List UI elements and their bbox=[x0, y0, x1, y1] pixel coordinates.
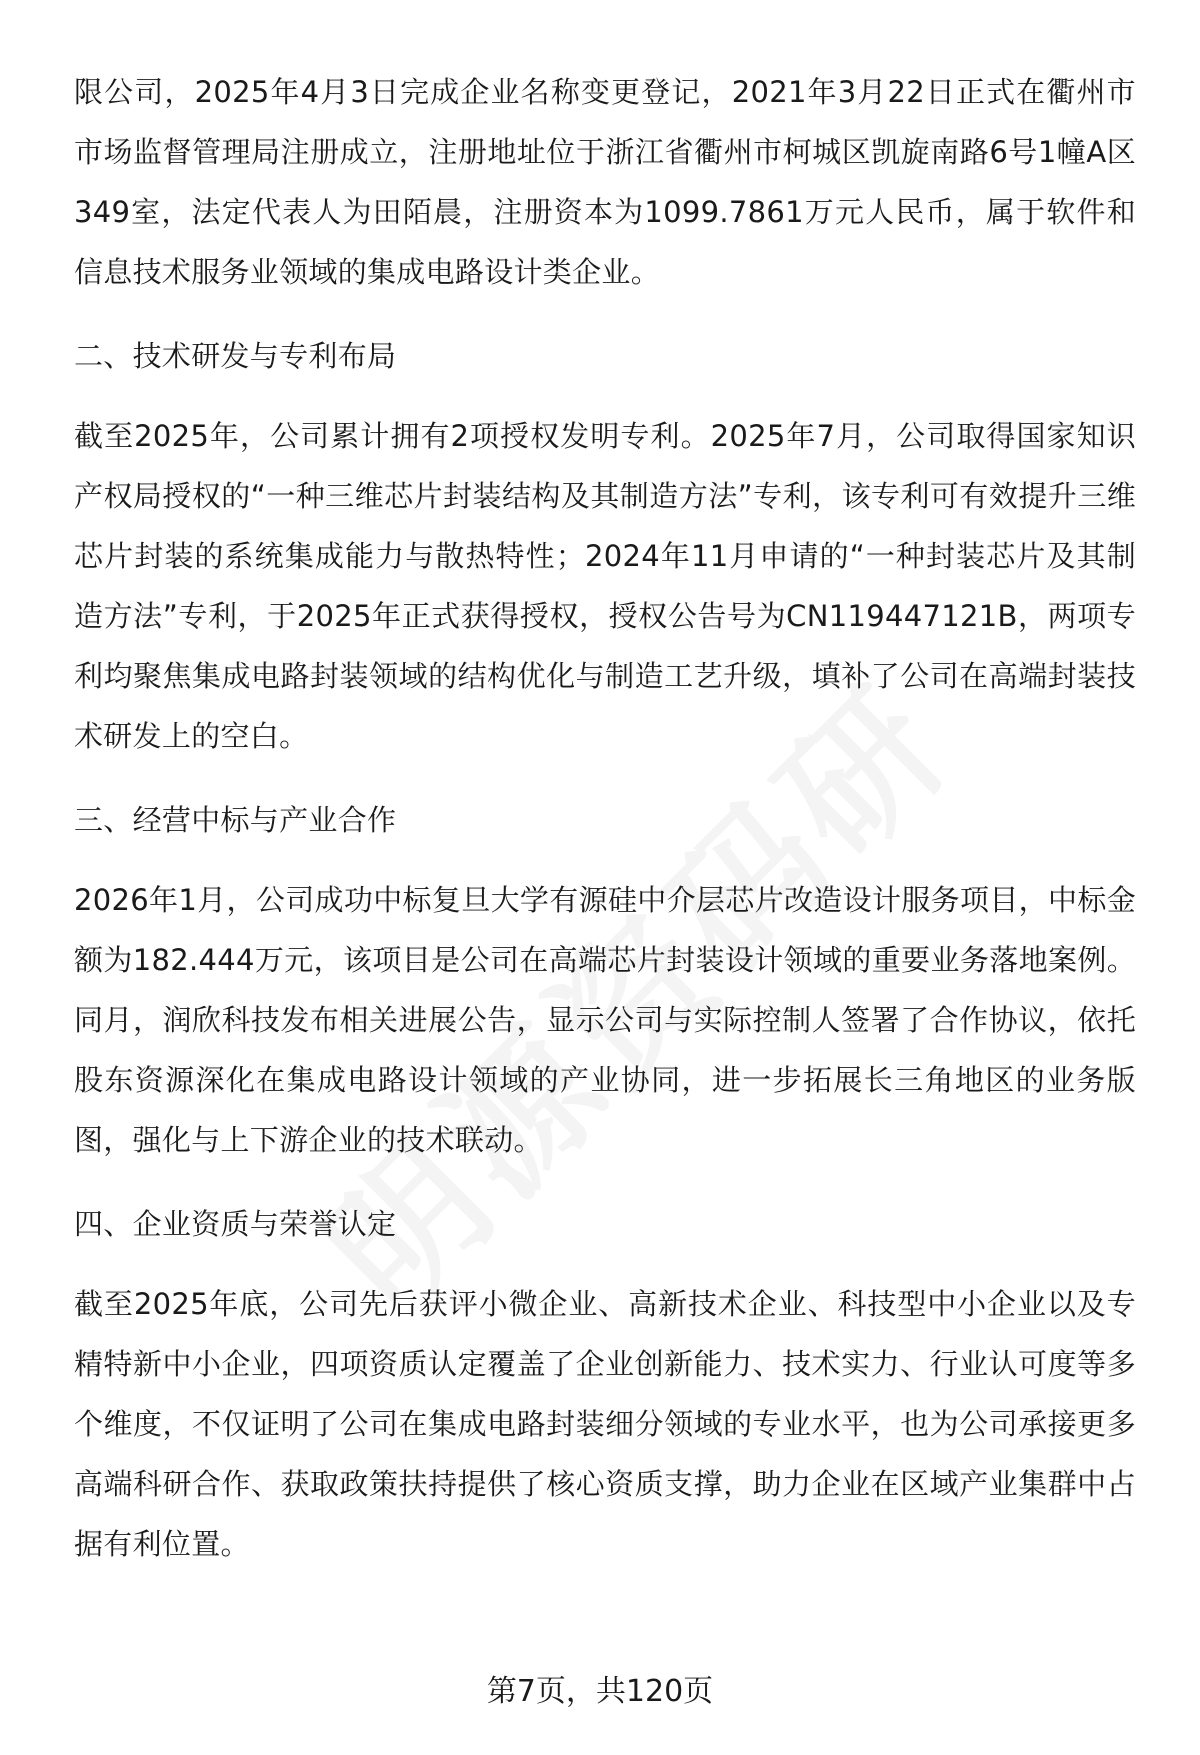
section-heading-bidding: 三、经营中标与产业合作 bbox=[74, 803, 397, 837]
document-body bbox=[74, 62, 1136, 1574]
section-body-qualifications: 截至2025年底，公司先后获评小微企业、高新技术企业、科技型中小企业以及专精特新中小企业，四项资质认定覆盖了企业创新能力、技术实力、行业认可度等多个维度，不仅证明了公司在集成电路封装细分领域的专业水平，也为公司承接更多高端科研合作、获取政策扶持提供了核心资质支撑，助力企业在区域产业集群中占据有利位置。 bbox=[74, 1287, 1136, 1561]
intro-paragraph: 限公司，2025年4月3日完成企业名称变更登记，2021年3月22日正式在衢州市市场监督管理局注册成立，注册地址位于浙江省衢州市柯城区凯旋南路6号1幢A区349室，法定代表人为田陌晨，注册资本为1099.7861万元人民币，属于软件和信息技术服务业领域的集成电路设计类企业。 bbox=[74, 75, 1136, 289]
section-heading-patents: 二、技术研发与专利布局 bbox=[74, 339, 397, 373]
section-body-bidding: 2026年1月，公司成功中标复旦大学有源硅中介层芯片改造设计服务项目，中标金额为182.444万元，该项目是公司在高端芯片封装设计领域的重要业务落地案例。同月，润欣科技发布相关进展公告，显示公司与实际控制人签署了合作协议，依托股东资源深化在集成电路设计领域的产业协同，进一步拓展长三角地区的业务版图，强化与上下游企业的技术联动。 bbox=[74, 883, 1136, 1157]
section-body-patents: 截至2025年，公司累计拥有2项授权发明专利。2025年7月，公司取得国家知识产权局授权的“一种三维芯片封装结构及其制造方法”专利，该专利可有效提升三维芯片封装的系统集成能力与散热特性；2024年11月申请的“一种封装芯片及其制造方法”专利，于2025年正式获得授权，授权公告号为CN119447121B，两项专利均聚焦集成电路封装领域的结构优化与制造工艺升级，填补了公司在高端封装技术研发上的空白。 bbox=[74, 419, 1136, 753]
section-heading-qualifications: 四、企业资质与荣誉认定 bbox=[74, 1207, 397, 1241]
page-number: 第7页，共120页 bbox=[486, 1674, 714, 1709]
